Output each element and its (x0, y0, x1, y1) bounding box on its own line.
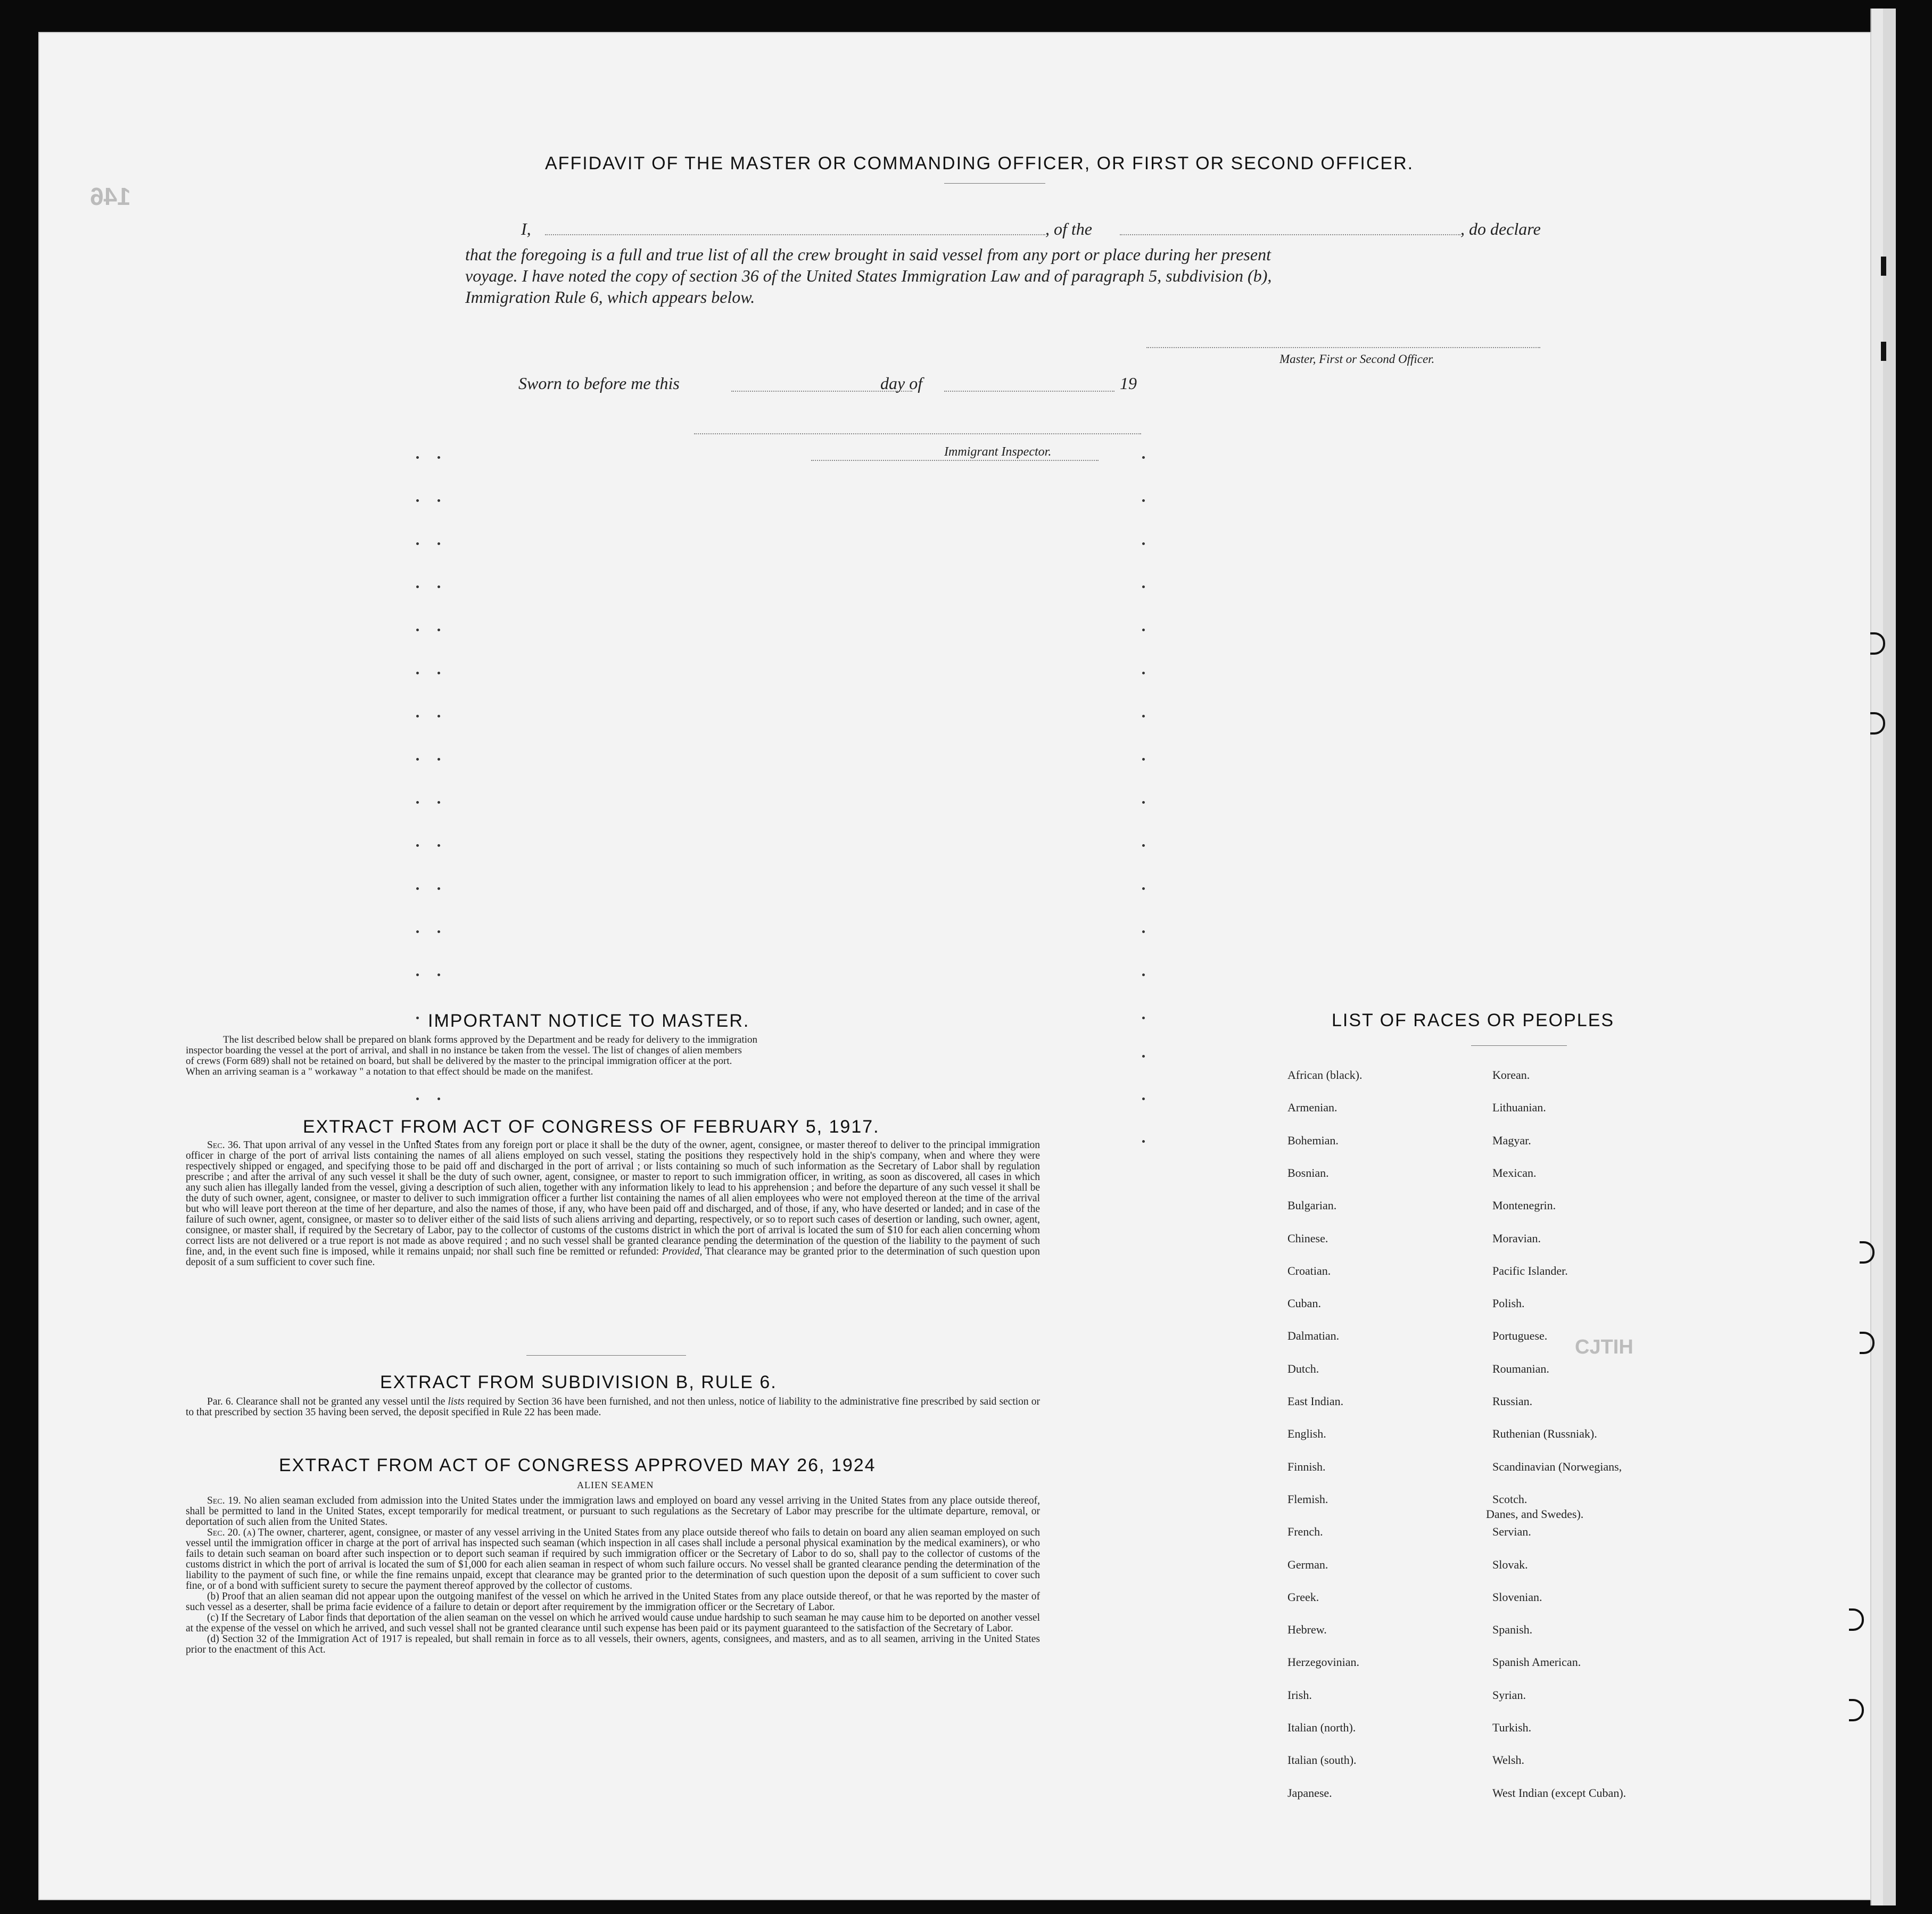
declare-i: I, (521, 219, 531, 238)
column-dot (416, 715, 419, 717)
column-dot (1142, 499, 1145, 502)
column-dot (1142, 758, 1145, 761)
column-dot (1142, 672, 1145, 674)
column-dot (1142, 456, 1145, 459)
column-dot (437, 801, 440, 804)
affidavit-body-line3: Immigration Rule 6, which appears below. (465, 287, 755, 307)
race-item: West Indian (except Cuban). (1492, 1786, 1626, 1800)
column-dot (437, 844, 440, 847)
column-dot (437, 542, 440, 545)
race-item: Hebrew. (1287, 1623, 1327, 1637)
column-dot (437, 456, 440, 459)
extract-1924-body (186, 1496, 1040, 1655)
sec-20d-text: (d) Section 32 of the Immigration Act of 1917 is repealed, but shall remain in force as to all vessels, their owners, agents, consignees, and masters, and as to all seamen, arriving in the United States prior to the enactment of this Act. (186, 1634, 1040, 1655)
declare-of-the: , of the (1045, 219, 1092, 238)
column-dot (1142, 1098, 1145, 1100)
column-dot (437, 758, 440, 761)
page-number-mark: 146 (90, 183, 131, 210)
column-dot (416, 585, 419, 588)
race-item: Ruthenian (Russniak). (1492, 1427, 1597, 1441)
notice-line: The list described below shall be prepared on blank forms approved by the Department and be ready for delivery to the immigration (223, 1034, 758, 1045)
race-item: Bosnian. (1287, 1166, 1329, 1179)
sec-19-label: Sec. 19. (207, 1495, 241, 1506)
column-dot (1142, 930, 1145, 933)
races-divider (1471, 1045, 1567, 1046)
inspector-upper-field[interactable] (694, 433, 1141, 434)
column-dot (437, 930, 440, 933)
race-item: Italian (south). (1287, 1753, 1357, 1767)
extract-1924-title: EXTRACT FROM ACT OF CONGRESS APPROVED MAY 26, 1924 (279, 1455, 876, 1475)
sec-36-text: That upon arrival of any vessel in the United States from any foreign port or place it shall be the duty of the owner, agent, consignee, or master thereof to deliver to the principal immigration officer in charge of the port of arrival lists containing the names of all aliens employed on such vessel, stating the positions they respectively hold in the ship's company, when and where they were respectively shipped or engaged, and specifying those to be paid off and discharged in the port of arrival ; or lists containing so much of such information as the Secretary of Labor shall by regulation prescribe ; and after the arrival of any such vessel it shall be the duty of such owner, agent, consignee, or master to report to such immigration officer, in writing, as soon as discovered, all cases in which any such alien has illegally landed from the vessel, giving a description of such alien, together with any information likely to lead to his apprehension ; and before the departure of any such vessel it shall be the duty of such owner, agent, consignee, or master to deliver to such immigration officer a further list containing the names of all alien employees who were not employed thereon at the time of the arrival but who will leave port thereon at the time of her departure, and also the names of those, if any, who have been paid off and discharged, and of those, if any, who have deserted or landed; and in case of the failure of such owner, agent, consignee, or master so to deliver either of the said lists of such aliens arriving and departing, respectively, or so to report such cases of desertion or landing, such owner, agent, consignee, or master shall, if required by the Secretary of Labor, pay to the collector of customs of the customs district in which the port of arrival is located the sum of $10 for each alien concerning whom correct lists are not delivered or a true report is not made as above required ; and no such vessel shall be granted clearance pending the determination of the question of the liability to the payment of such fine, and, in the event such fine is imposed, while it remains unpaid; nor shall such fine be remitted or refunded: (186, 1140, 1040, 1257)
sec-20-label: Sec. 20. (a) (207, 1527, 255, 1538)
sec-20b-text: (b) Proof that an alien seaman did not appear upon the outgoing manifest of the vessel on which he arrived in the United States from any place outside thereof, or that he was reported by the master of such vessel as a deserter, shall be prima facie evidence of a failure to detain or deport after requirement by the immigration officer or the Secretary of Labor. (186, 1591, 1040, 1613)
race-item: Chinese. (1287, 1231, 1328, 1245)
column-dot (437, 1098, 440, 1100)
race-item: Polish. (1492, 1297, 1525, 1310)
race-item: Slovak. (1492, 1557, 1528, 1571)
race-item: Irish. (1287, 1688, 1312, 1702)
race-item: Flemish. (1287, 1492, 1328, 1506)
column-dot (416, 499, 419, 502)
master-name-field[interactable] (545, 234, 1045, 235)
signature-field[interactable] (1146, 347, 1540, 348)
rule6-body (186, 1397, 1040, 1418)
race-item: Scotch. (1492, 1492, 1528, 1506)
notice-line: of crews (Form 689) shall not be retained on board, but shall be delivered by the master to the principal immigration officer at the port. (186, 1055, 732, 1067)
rule6-text-a: Clearance shall not be granted any vessel until the (236, 1396, 445, 1407)
column-dot (416, 672, 419, 674)
extract-1917-body (186, 1140, 1040, 1268)
race-item: Russian. (1492, 1395, 1533, 1408)
signature-label: Master, First or Second Officer. (1279, 352, 1435, 366)
bleed-through-mark: CJTIH (1575, 1336, 1633, 1358)
race-item: Moravian. (1492, 1231, 1541, 1245)
column-dot (1142, 974, 1145, 976)
column-dot (1142, 629, 1145, 631)
extract-1917-title: EXTRACT FROM ACT OF CONGRESS OF FEBRUARY 5, 1917. (303, 1117, 880, 1137)
alien-seamen-subtitle: ALIEN SEAMEN (577, 1480, 654, 1490)
column-dot (1142, 1055, 1145, 1058)
race-item: English. (1287, 1427, 1326, 1441)
column-dot (416, 456, 419, 459)
race-item: Greek. (1287, 1590, 1319, 1604)
race-item: Armenian. (1287, 1101, 1337, 1115)
column-dot (416, 801, 419, 804)
rule6-text-b: required by Section 36 have been furnished, and not then unless, notice of liability to the administrative fine prescribed by said section or to that prescribed by section 35 having been served, the deposit specified in Rule 22 has been made. (186, 1396, 1041, 1418)
race-item: Welsh. (1492, 1753, 1524, 1767)
section-divider (526, 1355, 686, 1356)
column-dot (1142, 542, 1145, 545)
declare-end: , do declare (1460, 219, 1541, 238)
column-dot (437, 974, 440, 976)
punch-hole (1849, 1608, 1864, 1631)
margin-mark (1881, 257, 1886, 276)
race-item: Magyar. (1492, 1133, 1531, 1147)
punch-hole (1849, 1699, 1864, 1721)
race-item: Scandinavian (Norwegians, (1492, 1459, 1622, 1473)
race-item: Roumanian. (1492, 1362, 1549, 1375)
race-item: Spanish. (1492, 1623, 1533, 1637)
race-item: Cuban. (1287, 1297, 1321, 1310)
race-item: Servian. (1492, 1525, 1531, 1539)
column-dot (416, 629, 419, 631)
column-dot (1142, 844, 1145, 847)
race-item: Dalmatian. (1287, 1329, 1340, 1343)
race-item: Dutch. (1287, 1362, 1319, 1375)
affidavit-body-line1: that the foregoing is a full and true list of all the crew brought in said vessel from any port or place during her present (465, 245, 1271, 264)
inspector-label: Immigrant Inspector. (944, 445, 1052, 459)
race-item: Herzegovinian. (1287, 1655, 1359, 1669)
race-item: Syrian. (1492, 1688, 1526, 1702)
races-title: LIST OF RACES OR PEOPLES (1332, 1010, 1615, 1030)
par-6-label: Par. 6. (207, 1396, 234, 1407)
race-item: Slovenian. (1492, 1590, 1542, 1604)
sworn-month-field[interactable] (944, 391, 1114, 392)
race-item: Turkish. (1492, 1721, 1532, 1734)
proviso-label: Provided, (662, 1246, 703, 1257)
rule6-lists: lists (448, 1396, 465, 1407)
affidavit-title: AFFIDAVIT OF THE MASTER OR COMMANDING OFFICER, OR FIRST OR SECOND OFFICER. (545, 153, 1414, 174)
column-dot (416, 1098, 419, 1100)
page-edge (1882, 9, 1896, 1905)
sec-20c-text: (c) If the Secretary of Labor finds that deportation of the alien seaman on the vessel on which he arrived would cause undue hardship to such seaman he may cause him to be deported on another vessel at the expense of the vessel on which he arrived, and such vessel shall not be granted clearance until such expense has been paid or its payment guaranteed to the satisfaction of the Secretary of Labor. (186, 1612, 1040, 1634)
column-dot (437, 629, 440, 631)
race-item: French. (1287, 1525, 1323, 1539)
column-dot (437, 585, 440, 588)
column-dot (1142, 585, 1145, 588)
notice-line: inspector boarding the vessel at the port of arrival, and shall in no instance be taken from the vessel. The list of changes of alien members (186, 1045, 742, 1056)
page-edge (1870, 9, 1883, 1905)
column-dot (416, 1017, 419, 1019)
race-item: Montenegrin. (1492, 1199, 1556, 1212)
column-dot (1142, 801, 1145, 804)
race-item: Croatian. (1287, 1264, 1331, 1277)
sworn-day-of: day of (880, 374, 923, 393)
margin-mark (1881, 342, 1886, 361)
race-item: Bohemian. (1287, 1133, 1339, 1147)
column-dot (437, 715, 440, 717)
column-dot (416, 844, 419, 847)
sworn-year: 19 (1120, 374, 1137, 393)
proviso-text: That clearance may be granted prior to the determination of such question upon deposit of a sum sufficient to cover such fine. (186, 1246, 1040, 1268)
race-item: Japanese. (1287, 1786, 1332, 1800)
sec-36-label: Sec. 36. (207, 1140, 241, 1151)
title-divider (944, 183, 1045, 184)
race-item: Korean. (1492, 1068, 1530, 1082)
notice-line: When an arriving seaman is a " workaway " a notation to that effect should be made on the manifest. (186, 1066, 593, 1077)
column-dot (437, 887, 440, 890)
column-dot (416, 542, 419, 545)
race-item: Finnish. (1287, 1459, 1326, 1473)
race-item: Bulgarian. (1287, 1199, 1337, 1212)
race-item: Danes, and Swedes). (1486, 1507, 1584, 1521)
race-item: Spanish American. (1492, 1655, 1581, 1669)
column-dot (437, 499, 440, 502)
column-dot (416, 758, 419, 761)
vessel-name-field[interactable] (1120, 234, 1460, 235)
column-dot (437, 672, 440, 674)
rule6-title: EXTRACT FROM SUBDIVISION B, RULE 6. (380, 1372, 777, 1392)
notice-title: IMPORTANT NOTICE TO MASTER. (428, 1011, 750, 1031)
column-dot (1142, 1017, 1145, 1019)
sworn-prefix: Sworn to before me this (518, 374, 680, 393)
sec-20a-text: The owner, charterer, agent, consignee, or master of any vessel arriving in the United States from any place outside thereof who fails to detain on board any alien seaman employed on such vessel until the immigration officer in charge at the port of arrival has inspected such seaman (which inspection in all cases shall include a personal physical examination by the medical examiners), or who fails to detain such seaman on board after such inspection or to deport such seaman if required by such immigration officer or the Secretary of Labor to do so, shall pay to the collector of customs of the customs district in which the port of arrival is located the sum of $1,000 for each alien seaman in respect of whom such failure occurs. No vessel shall be granted clearance pending the determination of the liability to the payment of such fine, or while the fine remains unpaid, except that clearance may be granted prior to the determination of such question upon the deposit of a sum sufficient to cover such fine, or of a bond with sufficient surety to secure the payment thereof approved by the collector of customs. (186, 1527, 1040, 1591)
notice-body (186, 1035, 1037, 1077)
column-dot (416, 974, 419, 976)
race-item: German. (1287, 1557, 1328, 1571)
race-item: African (black). (1287, 1068, 1363, 1082)
race-item: Mexican. (1492, 1166, 1537, 1179)
column-dot (1142, 1140, 1145, 1143)
race-item: East Indian. (1287, 1395, 1344, 1408)
race-item: Italian (north). (1287, 1721, 1356, 1734)
race-item: Pacific Islander. (1492, 1264, 1568, 1277)
affidavit-body-line2: voyage. I have noted the copy of section 36 of the United States Immigration Law and of paragraph 5, subdivision (b), (465, 266, 1272, 285)
race-item: Portuguese. (1492, 1329, 1548, 1343)
column-dot (416, 887, 419, 890)
column-dot (1142, 715, 1145, 717)
column-dot (1142, 887, 1145, 890)
form-page (38, 32, 1871, 1900)
sec-19-text: No alien seaman excluded from admission into the United States under the immigration laws and employed on board any vessel arriving in the United States from any place outside thereof, shall be permitted to land in the United States, except temporarily for medical treatment, or pursuant to such regulations as the Secretary of Labor may prescribe for the ultimate departure, removal, or deportation of such alien from the United States. (186, 1495, 1040, 1528)
race-item: Lithuanian. (1492, 1101, 1546, 1115)
column-dot (416, 930, 419, 933)
inspector-field[interactable] (811, 460, 1099, 461)
